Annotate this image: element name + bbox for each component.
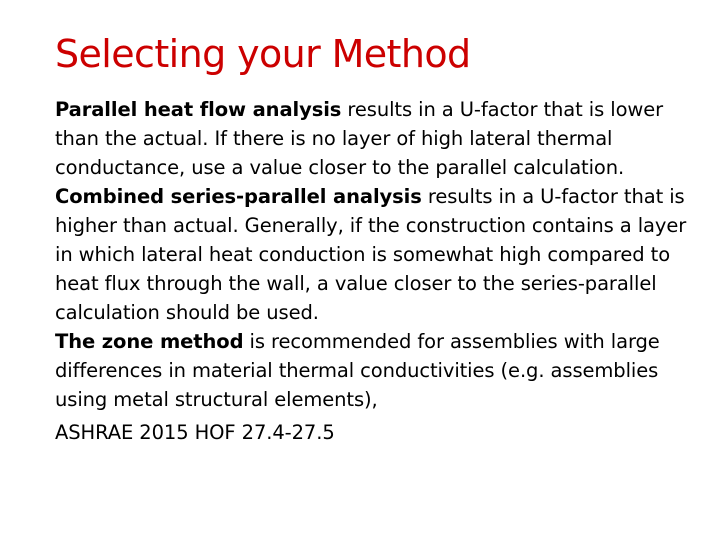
- source-citation: ASHRAE 2015 HOF 27.4-27.5: [55, 421, 335, 444]
- slide-body: [55, 95, 695, 447]
- paragraph-zone-method: [55, 327, 695, 414]
- slide-title: Selecting your Method: [55, 32, 471, 76]
- paragraph-parallel-heat-flow: [55, 95, 695, 182]
- paragraph-text: results in a U-factor that is higher than actual. Generally, if the construction contains a layer in which lateral heat conduction is somewhat high compared to heat flux through the wall, a value closer to the series-parallel calculation should be used.: [55, 185, 687, 324]
- paragraph-series-parallel: [55, 182, 695, 327]
- paragraph-label: Combined series-parallel analysis: [55, 185, 422, 208]
- paragraph-text: results in a U-factor that is lower than the actual. If there is no layer of high lateral thermal conductance, use a value closer to the parallel calculation.: [55, 98, 664, 179]
- paragraph-label: The zone method: [55, 330, 244, 353]
- paragraph-label: Parallel heat flow analysis: [55, 98, 342, 121]
- paragraph-text: is recommended for assemblies with large differences in material thermal conductivities (e.g. assemblies using metal structural elements),: [55, 330, 660, 411]
